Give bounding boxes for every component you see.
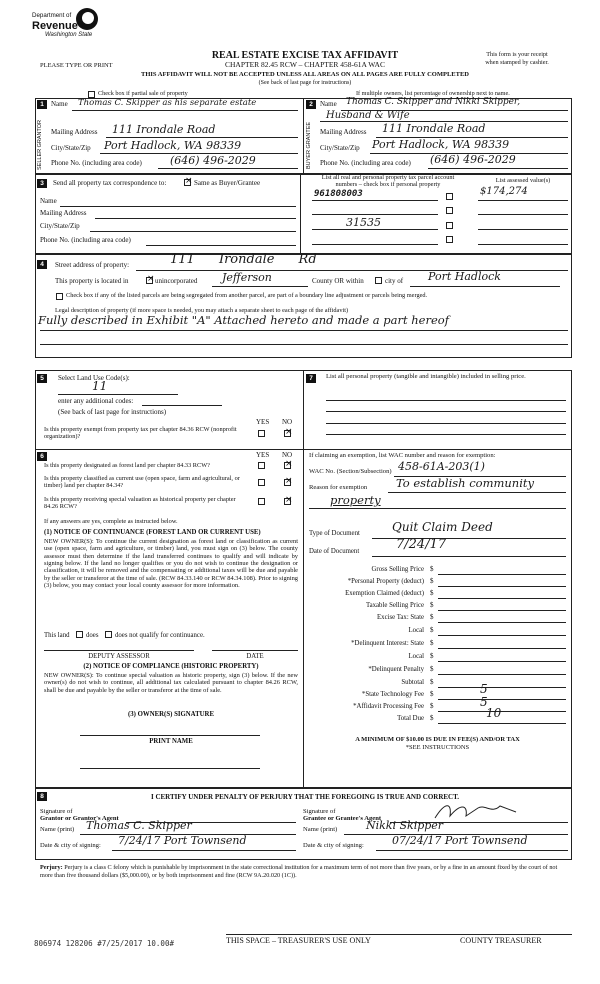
unincorporated-checkbox[interactable]: [146, 277, 153, 284]
current-use-question: Is this property classified as current use (open space, farm and agricultural, or timber) land per chapter 84.34?: [44, 475, 240, 489]
parcel-2-value[interactable]: 31535: [346, 216, 381, 229]
fee-affidavit-dollar: $: [430, 702, 434, 710]
grantee-signature-icon: [430, 800, 540, 822]
parcel-header-2: numbers – check box if personal property: [335, 181, 441, 188]
reason-value-2[interactable]: property: [330, 493, 381, 507]
dept-line3: Washington State: [45, 32, 93, 38]
notice-continuance-body: NEW OWNER(S): To continue the current designation as forest land or classification as current use (open space, farm and agriculture, or timber) land, you must sign on (3) below. The county assessor must then determine if the land transferred continues to qualify and will indicate by signing below. If the land no longer qualifies or you do not wish to continue the designation or classification, it will be removed and the compensating or additional taxes will be due and payable by the seller or transferor at the time of sale. (RCW 84.33.140 or RCW 84.34.108). Prior to signing (3) below, you may contact your local county assessor for more information.: [44, 538, 298, 590]
forest-question: Is this property designated as forest land per chapter 84.33 RCW?: [44, 462, 210, 469]
section-3-number: 3: [37, 179, 47, 188]
fee-exemption-label: Exemption Claimed (deduct): [345, 590, 424, 597]
section-7-number: 7: [306, 374, 316, 383]
seller-name-value[interactable]: Thomas C. Skipper as his separate estate: [78, 98, 257, 108]
fee-exemption-dollar: $: [430, 589, 434, 597]
seller-city-label: City/State/Zip: [51, 144, 91, 152]
s6-yes: YES: [256, 451, 270, 459]
fee-tech-value[interactable]: 5: [480, 682, 488, 696]
doc-date-label: Date of Document: [309, 548, 360, 555]
buyer-phone-value[interactable]: (646) 496-2029: [430, 153, 516, 166]
same-as-buyer-label: Same as Buyer/Grantee: [194, 179, 261, 187]
please-type: PLEASE TYPE OR PRINT: [40, 62, 113, 69]
print-name-label: PRINT NAME: [149, 738, 193, 745]
fee-subtotal-dollar: $: [430, 678, 434, 686]
grantor-sig-label-2: Grantor or Grantor's Agent: [40, 815, 119, 822]
buyer-name-label: Name: [320, 100, 337, 108]
dept-line2: Revenue: [32, 20, 78, 32]
fee-gross-label: Gross Selling Price: [371, 566, 424, 573]
land-use-yes: YES: [256, 418, 270, 426]
deputy-assessor-label: DEPUTY ASSESSOR: [88, 653, 150, 660]
parcel-header-1: List all real and personal property tax parcel account: [321, 174, 455, 181]
buyer-phone-label: Phone No. (including area code): [320, 159, 411, 167]
notice-continuance-title: (1) NOTICE OF CONTINUANCE (FOREST LAND OR CURRENT USE): [44, 529, 261, 536]
grantor-sig-label-1: Signature of: [40, 808, 73, 815]
treasurer-space-label: THIS SPACE – TREASURER'S USE ONLY: [226, 936, 371, 945]
buyer-name-value-1[interactable]: Thomas C. Skipper and Nikki Skipper,: [346, 97, 521, 107]
corr-phone-label: Phone No. (including area code): [40, 236, 131, 244]
city-value[interactable]: Port Hadlock: [428, 270, 501, 283]
corr-city-label: City/State/Zip: [40, 222, 80, 230]
doc-date-value[interactable]: 7/24/17: [396, 537, 447, 552]
forest-no-checkbox[interactable]: [284, 462, 291, 469]
grantee-date-value[interactable]: 07/24/17 Port Townsend: [392, 834, 528, 847]
land-use-label: Select Land Use Code(s):: [58, 374, 130, 382]
parcel-2-personal-checkbox[interactable]: [446, 207, 453, 214]
section-4-number: 4: [37, 260, 47, 269]
grantee-name-label: Name (print): [303, 826, 338, 833]
grantee-sig-label-1: Signature of: [303, 808, 336, 815]
forest-yes-checkbox[interactable]: [258, 462, 265, 469]
seller-mailing-value[interactable]: 111 Irondale Road: [112, 123, 216, 136]
fee-total-label: Total Due: [397, 715, 424, 722]
fee-gross-dollar: $: [430, 565, 434, 573]
section-5-number: 5: [37, 374, 47, 383]
fee-del-interest-label: *Delinquent Interest: State: [351, 640, 424, 647]
grantee-date-label: Date & city of signing:: [303, 842, 364, 849]
street-value[interactable]: 111 Irondale Rd: [170, 252, 317, 267]
seller-side-label: SELLER GRANTOR: [37, 119, 43, 171]
street-label: Street address of property:: [55, 261, 130, 269]
wac-value[interactable]: 458-61A-203(1): [398, 460, 485, 473]
receipt-line2: when stamped by cashier.: [485, 59, 549, 66]
same-as-buyer-checkbox[interactable]: [184, 179, 191, 186]
section-8-number: 8: [37, 792, 47, 801]
fee-tech-label: *State Technology Fee: [361, 691, 424, 698]
fee-local1-dollar: $: [430, 626, 434, 634]
form-notice: THIS AFFIDAVIT WILL NOT BE ACCEPTED UNLESS ALL AREAS ON ALL PAGES ARE FULLY COMPLETED: [141, 71, 469, 78]
wac-label: WAC No. (Section/Subsection): [309, 468, 392, 475]
dept-line1: Department of: [32, 12, 72, 19]
form-chapter: CHAPTER 82.45 RCW – CHAPTER 458-61A WAC: [225, 60, 385, 69]
parcel-1-value[interactable]: 961808003: [314, 189, 363, 199]
land-use-code-value[interactable]: 11: [92, 379, 108, 393]
corr-name-label: Name: [40, 197, 57, 205]
land-use-see-back: (See back of last page for instructions): [58, 408, 167, 416]
segregated-label: Check box if any of the listed parcels are being segregated from another parcel, are part of a boundary line adjustment or parcels being merged.: [66, 292, 428, 299]
see-instructions-note: *SEE INSTRUCTIONS: [405, 744, 470, 751]
minimum-fee-note: A MINIMUM OF $10.00 IS DUE IN FEE(S) AND/OR TAX: [355, 736, 520, 743]
county-value[interactable]: Jefferson: [222, 271, 272, 284]
grantee-name-value[interactable]: Nikki Skipper: [366, 819, 444, 832]
multiple-owners-note: If multiple owners, list percentage of ownership next to name.: [356, 90, 510, 97]
buyer-name-value-2[interactable]: Husband & Wife: [326, 110, 410, 121]
fee-subtotal-label: Subtotal: [401, 679, 424, 686]
perjury-text: Perjury is a class C felony which is punishable by imprisonment in the state correctional institution for a maximum term of not more than five years, or by a fine in an amount fixed by the court of not more than five thousand dollars ($5,000.00), or by both imprisonment and fine (RCW 9A.20.020 (1C)).: [40, 864, 558, 880]
parcel-4-personal-checkbox[interactable]: [446, 236, 453, 243]
fee-total-value[interactable]: 10: [486, 706, 502, 720]
grantor-date-value[interactable]: 7/24/17 Port Townsend: [118, 834, 247, 847]
seller-phone-label: Phone No. (including area code): [51, 159, 142, 167]
land-does-not-checkbox[interactable]: [105, 631, 112, 638]
fee-del-penalty-label: *Delinquent Penalty: [368, 666, 424, 673]
notice-compliance-title: (2) NOTICE OF COMPLIANCE (HISTORIC PROPERTY): [83, 663, 259, 670]
assessed-1-value[interactable]: $174,274: [480, 186, 528, 197]
buyer-mailing-label: Mailing Address: [320, 128, 367, 136]
personal-property-label: List all personal property (tangible and intangible) included in selling price.: [326, 373, 526, 380]
segregated-checkbox[interactable]: [56, 293, 63, 300]
fee-excise-state-label: Excise Tax: State: [377, 614, 424, 621]
city-of-label: city of: [385, 277, 404, 285]
grantor-name-label: Name (print): [40, 826, 75, 833]
seller-name-label: Name: [51, 100, 68, 108]
grantor-date-label: Date & city of signing:: [40, 842, 101, 849]
see-back-note: (See back of last page for instructions): [258, 80, 352, 86]
land-does-label: does: [86, 632, 99, 639]
county-treasurer-label: COUNTY TREASURER: [460, 936, 542, 945]
seller-phone-value[interactable]: (646) 496-2029: [170, 154, 256, 167]
section-1-number: 1: [37, 100, 47, 109]
exempt-yes-checkbox[interactable]: [258, 430, 265, 437]
located-label: This property is located in: [55, 277, 129, 285]
if-any-yes: If any answers are yes, complete as instructed below.: [44, 518, 178, 525]
buyer-side-label: BUYER GRANTEE: [306, 121, 312, 169]
exempt-question: Is this property exempt from property tax per chapter 84.36 RCW (nonprofit organization)?: [44, 426, 237, 440]
exemption-claim-label: If claiming an exemption, list WAC number and reason for exemption:: [309, 452, 496, 459]
grantor-name-value[interactable]: Thomas C. Skipper: [86, 819, 192, 832]
parcel-1-personal-checkbox[interactable]: [446, 193, 453, 200]
historic-question: Is this property receiving special valuation as historical property per chapter 84.26 RCW?: [44, 496, 236, 510]
seller-city-value[interactable]: Port Hadlock, WA 98339: [104, 139, 242, 152]
partial-sale-label: Check box if partial sale of property: [98, 90, 188, 97]
land-does-checkbox[interactable]: [76, 631, 83, 638]
fee-affidavit-label: *Affidavit Processing Fee: [353, 703, 424, 710]
receipt-stamp: 806974 128206 #7/25/2017 10.00#: [34, 939, 174, 948]
historic-no-checkbox[interactable]: [284, 498, 291, 505]
reason-label: Reason for exemption: [309, 484, 368, 491]
buyer-mailing-value[interactable]: 111 Irondale Road: [382, 122, 486, 135]
fee-tech-dollar: $: [430, 690, 434, 698]
fee-total-dollar: $: [430, 714, 434, 722]
fee-local1-label: Local: [408, 627, 424, 634]
receipt-line1: This form is your receipt: [486, 51, 548, 58]
doc-type-label: Type of Document: [309, 530, 360, 537]
current-use-no-checkbox[interactable]: [284, 479, 291, 486]
land-use-no: NO: [282, 418, 293, 426]
revenue-logo-icon: [76, 8, 98, 30]
fee-affidavit-value[interactable]: 5: [480, 695, 488, 709]
deputy-date-label: DATE: [246, 653, 264, 660]
seller-mailing-label: Mailing Address: [51, 128, 98, 136]
city-of-checkbox[interactable]: [375, 277, 382, 284]
corr-mailing-label: Mailing Address: [40, 209, 87, 217]
grantee-sig-label-2: Grantee or Grantee's Agent: [303, 815, 382, 822]
fee-excise-state-dollar: $: [430, 613, 434, 621]
legal-value[interactable]: Fully described in Exhibit "A" Attached hereto and made a part hereof: [38, 313, 449, 327]
additional-codes-label: enter any additional codes:: [58, 397, 134, 405]
fee-del-penalty-dollar: $: [430, 665, 434, 673]
perjury-statement: [40, 864, 570, 881]
fee-taxable-dollar: $: [430, 601, 434, 609]
fee-taxable-label: Taxable Selling Price: [365, 602, 424, 609]
reason-value-1[interactable]: To establish community: [396, 476, 535, 490]
assessed-header: List assessed value(s): [495, 177, 551, 184]
section-6-number: 6: [37, 452, 47, 461]
exempt-no-checkbox[interactable]: [284, 430, 291, 437]
fee-personal-dollar: $: [430, 577, 434, 585]
s6-no: NO: [282, 451, 293, 459]
fee-del-interest-dollar: $: [430, 639, 434, 647]
this-land-label: This land: [44, 632, 70, 639]
send-correspondence-label: Send all property tax correspondence to:: [53, 179, 167, 187]
fee-local2-dollar: $: [430, 652, 434, 660]
form-title: REAL ESTATE EXCISE TAX AFFIDAVIT: [211, 50, 399, 61]
section-2-number: 2: [306, 100, 316, 109]
county-label: County OR within: [312, 277, 364, 285]
historic-yes-checkbox[interactable]: [258, 498, 265, 505]
current-use-yes-checkbox[interactable]: [258, 479, 265, 486]
buyer-city-label: City/State/Zip: [320, 144, 360, 152]
doc-type-value[interactable]: Quit Claim Deed: [392, 520, 493, 534]
fee-personal-label: *Personal Property (deduct): [347, 578, 424, 585]
perjury-title: Perjury:: [40, 864, 63, 871]
land-does-not-label: does not qualify for continuance.: [115, 632, 205, 639]
certify-statement: I CERTIFY UNDER PENALTY OF PERJURY THAT THE FOREGOING IS TRUE AND CORRECT.: [150, 793, 459, 801]
buyer-city-value[interactable]: Port Hadlock, WA 98339: [372, 138, 510, 151]
unincorporated-label: unincorporated: [155, 277, 198, 285]
legal-label: Legal description of property (if more space is needed, you may attach a separate sheet to each page of the affidavit): [55, 307, 349, 314]
notice-compliance-body: NEW OWNER(S): To continue special valuation as historic property, sign (3) below. If the new owner(s) do not wish to continue, all additional tax calculated pursuant to chapter 84.26 RCW, shall be due and payable by the seller or transferor at the time of sale.: [44, 672, 298, 694]
parcel-3-personal-checkbox[interactable]: [446, 222, 453, 229]
fee-local2-label: Local: [408, 653, 424, 660]
partial-sale-checkbox[interactable]: [88, 91, 95, 98]
owner-signature-title: (3) OWNER(S) SIGNATURE: [128, 711, 214, 718]
